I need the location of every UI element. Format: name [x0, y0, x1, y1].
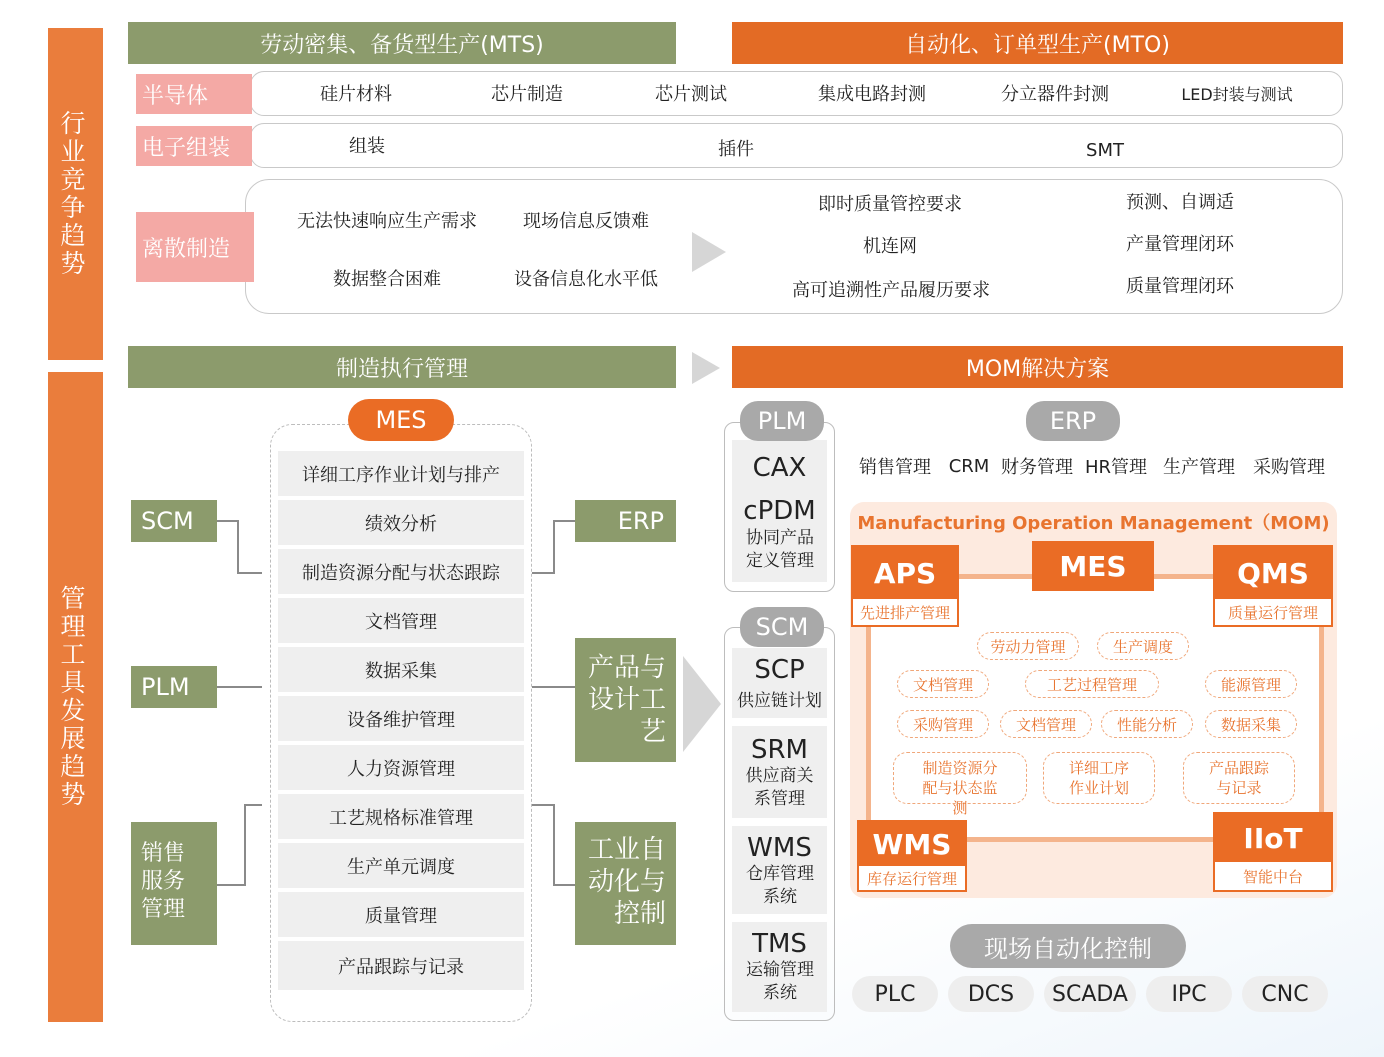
mom-wms-sub: 库存运行管理	[866, 869, 957, 888]
connector-line	[553, 884, 575, 886]
plm-item-main: cPDM	[743, 496, 816, 526]
mom-wms-title: WMS	[859, 822, 965, 866]
mom-chip: 劳动力管理	[977, 632, 1079, 660]
semiconductor-item: 芯片制造	[491, 84, 563, 105]
discrete-problem: 无法快速响应生产需求	[297, 211, 477, 232]
mom-title: Manufacturing Operation Management（MOM)	[857, 513, 1330, 534]
discrete-problem: 数据整合困难	[333, 269, 441, 290]
mom-chip: 文档管理	[897, 670, 989, 698]
mes-item: 绩效分析	[278, 500, 524, 545]
mom-chip: 能源管理	[1205, 670, 1297, 698]
field-item: SCADA	[1044, 976, 1136, 1012]
mom-chip: 性能分析	[1101, 710, 1193, 738]
connector-line	[532, 686, 575, 688]
connector-line	[553, 520, 555, 574]
arrow-right-icon	[681, 654, 723, 754]
discrete-requirement: 高可追溯性产品履历要求	[792, 280, 990, 301]
erp-box: ERP	[575, 500, 676, 542]
connector-line	[217, 686, 262, 688]
semiconductor-item: 硅片材料	[320, 84, 392, 105]
scm-item-sub: 运输管理系统	[746, 960, 814, 1003]
discrete-capability: 质量管理闭环	[1126, 276, 1234, 297]
qms-title: QMS	[1215, 547, 1331, 599]
connector-line	[217, 884, 245, 886]
mom-chip: 采购管理	[897, 710, 989, 738]
connector-line	[237, 520, 239, 573]
plm-title: PLM	[740, 401, 824, 441]
mes-item: 产品跟踪与记录	[278, 941, 524, 990]
mes-item: 数据采集	[278, 647, 524, 692]
connector-line	[237, 572, 262, 574]
electronics-item: 插件	[718, 139, 754, 160]
discrete-requirement: 即时质量管控要求	[818, 194, 962, 215]
mes-item: 详细工序作业计划与排产	[278, 451, 524, 496]
connector-line	[217, 520, 238, 522]
iiot-sub: 智能中台	[1242, 867, 1303, 886]
qms-sub: 质量运行管理	[1227, 603, 1318, 622]
erp-item: 财务管理	[1001, 457, 1073, 478]
scm-item-sub: 供应商关系管理	[745, 766, 814, 809]
scm-title: SCM	[740, 607, 824, 647]
sales-service-box: 销售服务管理	[131, 822, 217, 945]
arrow-right-icon	[690, 230, 728, 274]
field-item: CNC	[1242, 976, 1328, 1012]
scm-item-main: SRM	[750, 735, 808, 765]
semiconductor-item: 分立器件封测	[1001, 84, 1109, 105]
semiconductor-item: 集成电路封测	[818, 84, 926, 105]
plm-box: PLM	[131, 666, 217, 708]
field-title: 现场自动化控制	[950, 924, 1186, 968]
iiot-title: IIoT	[1215, 814, 1331, 862]
mom-chip: 生产调度	[1097, 632, 1189, 660]
mom-chip: 工艺过程管理	[1025, 670, 1159, 698]
field-item: DCS	[948, 976, 1034, 1012]
mom-mes-title: MES	[1032, 541, 1154, 591]
mes-item: 人力资源管理	[278, 745, 524, 790]
electronics-item: SMT	[1086, 139, 1124, 161]
industrial-automation-box: 工业自动化与控制	[575, 822, 676, 945]
aps-title: APS	[853, 547, 957, 599]
mom-chip: 文档管理	[1000, 710, 1092, 738]
discrete-capability: 预测、自调适	[1126, 192, 1234, 213]
connector-line	[532, 804, 554, 806]
erp-title: ERP	[1026, 401, 1120, 441]
mom-chip: 数据采集	[1205, 710, 1297, 738]
discrete-requirement: 机连网	[863, 236, 917, 257]
sidebar-tools-trend-text: 管理工具发展趋势	[61, 585, 91, 809]
scm-item-sub: 仓库管理系统	[746, 864, 814, 907]
mes-item: 制造资源分配与状态跟踪	[278, 549, 524, 594]
mes-item: 生产单元调度	[278, 843, 524, 888]
semiconductor-item: 芯片测试	[655, 84, 727, 105]
mes-item: 质量管理	[278, 892, 524, 937]
aps-sub: 先进排产管理	[859, 603, 950, 622]
connector-line	[553, 520, 575, 522]
electronics-item: 组装	[349, 136, 385, 157]
mto-header: 自动化、订单型生产(MTO)	[732, 22, 1343, 64]
sidebar-industry-trend	[48, 28, 103, 360]
mes-item: 设备维护管理	[278, 696, 524, 741]
mts-header: 劳动密集、备货型生产(MTS)	[128, 22, 676, 64]
mom-solution-header: MOM解决方案	[732, 346, 1343, 388]
discrete-problem: 现场信息反馈难	[523, 211, 649, 232]
field-item: PLC	[852, 976, 938, 1012]
product-design-box: 产品与设计工艺	[575, 638, 676, 762]
mes-item: 工艺规格标准管理	[278, 794, 524, 839]
plm-item-main: CAX	[752, 453, 807, 483]
discrete-problem: 设备信息化水平低	[514, 269, 658, 290]
discrete-label: 离散制造	[136, 212, 254, 282]
scm-item-main: SCP	[754, 655, 805, 685]
semiconductor-item: LED封装与测试	[1181, 84, 1293, 104]
mes-title: MES	[348, 399, 454, 441]
connector-line	[244, 804, 246, 886]
mom-chip: 制造资源分配与状态监测	[893, 752, 1027, 804]
scm-box: SCM	[131, 500, 217, 542]
connector-line	[532, 572, 554, 574]
mes-item: 文档管理	[278, 598, 524, 643]
sidebar-tools-trend	[48, 372, 103, 1022]
erp-item: CRM	[948, 455, 990, 477]
sidebar-industry-trend-text: 行业竞争趋势	[61, 110, 91, 278]
erp-item: 销售管理	[859, 457, 931, 478]
field-item: IPC	[1146, 976, 1232, 1012]
discrete-capability: 产量管理闭环	[1126, 234, 1234, 255]
mom-chip: 产品跟踪与记录	[1183, 752, 1295, 804]
scm-item-sub: 供应链计划	[737, 690, 822, 711]
erp-item: HR管理	[1084, 457, 1148, 478]
erp-item: 采购管理	[1253, 457, 1325, 478]
scm-item-main: TMS	[752, 929, 807, 959]
erp-item: 生产管理	[1163, 457, 1235, 478]
electronics-label: 电子组装	[136, 126, 252, 166]
mom-chip: 详细工序作业计划	[1043, 752, 1155, 804]
connector-line	[553, 804, 555, 886]
execution-header: 制造执行管理	[128, 346, 676, 388]
connector-line	[244, 804, 262, 806]
plm-item-sub: 协同产品定义管理	[746, 528, 814, 571]
scm-item-main: WMS	[747, 833, 812, 863]
arrow-right-icon	[690, 350, 722, 386]
semiconductor-label: 半导体	[136, 74, 252, 114]
